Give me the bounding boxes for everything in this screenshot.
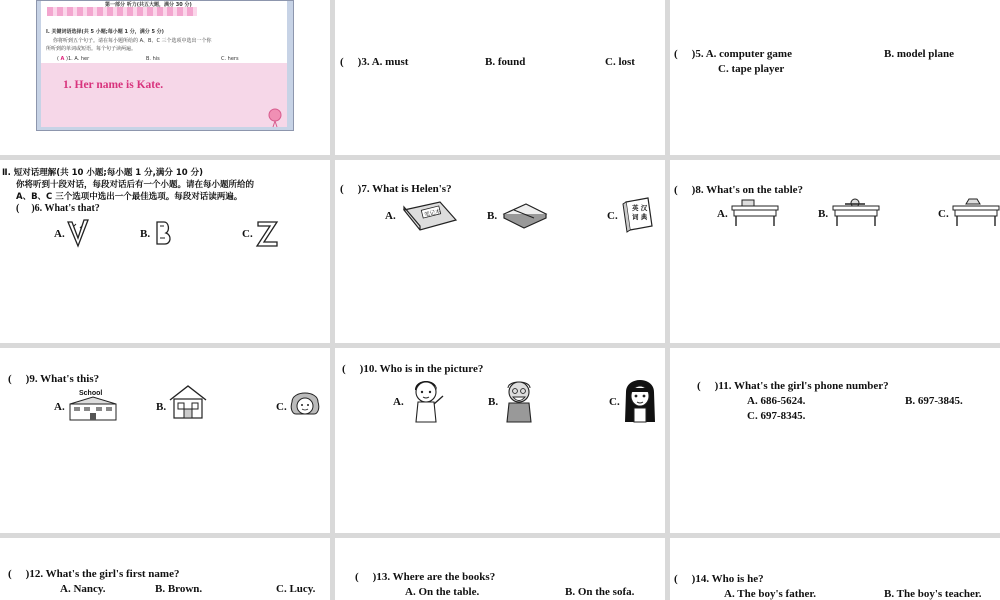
- paren-open: (: [57, 56, 59, 62]
- dictionary-label-2: 词 典: [632, 213, 648, 221]
- q11-stem: ( )11. What's the girl's phone number?: [697, 380, 889, 392]
- q6-option-a[interactable]: A.: [54, 228, 65, 240]
- answer-area: [41, 63, 287, 127]
- q1-answer: A: [60, 56, 65, 62]
- q11-option-c[interactable]: C. 697-8345.: [747, 410, 806, 422]
- q9-option-b[interactable]: B.: [156, 401, 167, 413]
- panel-q1-slide: [0, 0, 330, 155]
- q6-stem: ( )6. What's that?: [16, 203, 100, 214]
- letter-v-icon: [66, 218, 90, 248]
- notebook-icon: [400, 200, 458, 232]
- slide-thumbnail[interactable]: [36, 0, 294, 131]
- q1-option-b: B. his: [146, 56, 160, 62]
- q1-option-a: )1. A. her: [66, 56, 90, 62]
- table-with-watch-icon: [831, 198, 881, 228]
- q3-stem: [340, 56, 408, 68]
- panel-q11: [670, 348, 1000, 533]
- paren-open: (: [342, 363, 346, 375]
- girl-face-icon: [288, 388, 322, 422]
- dictionary-label-1: 英 汉: [632, 204, 648, 212]
- dictionary-icon: [620, 196, 656, 232]
- paren-open: (: [340, 183, 344, 195]
- panel-q3: [335, 0, 665, 155]
- q9-option-c[interactable]: C.: [276, 401, 287, 413]
- paren-open: (: [16, 203, 20, 214]
- eraser-icon: [500, 202, 550, 228]
- panel-q9: [0, 348, 330, 533]
- notebook-label: 笔记本: [423, 208, 442, 219]
- q5-stem: [674, 48, 792, 60]
- q7-option-b[interactable]: B.: [487, 210, 498, 222]
- paren-open: (: [355, 571, 359, 583]
- school-sign: School: [79, 390, 103, 397]
- panel-q8: [670, 160, 1000, 343]
- table-with-lamp-icon: [951, 198, 1000, 228]
- panel-q7: [335, 160, 665, 343]
- audio-speaker-icon[interactable]: [265, 107, 285, 129]
- q10-stem: ( )10. Who is in the picture?: [342, 363, 484, 375]
- q3-option-b: B. found: [485, 56, 526, 68]
- q5-option-b: B. model plane: [884, 48, 954, 60]
- section2-instr-1: 你将听到十段对话，每段对话后有一个小题。请在每小题所给的: [16, 180, 255, 190]
- part-header: 第一部分 听力(共五大题，满分 30 分): [105, 2, 192, 8]
- panel-q14: [670, 538, 1000, 600]
- section1-title: Ⅰ. 关键词语选择(共 5 小题;每小题 1 分，满分 5 分): [46, 29, 164, 35]
- letter-b-icon: [153, 218, 175, 246]
- q1-line: [57, 56, 89, 62]
- q3-option-a: )3. A. must: [357, 56, 409, 68]
- panel-q10: [335, 348, 665, 533]
- q8-stem: ( )8. What's on the table?: [674, 184, 804, 196]
- q7-stem: ( )7. What is Helen's?: [340, 183, 452, 195]
- table-with-box-icon: [730, 198, 780, 228]
- q7-option-c[interactable]: C.: [607, 210, 618, 222]
- letter-z-icon: [255, 218, 279, 248]
- q11-option-b[interactable]: B. 697-3845.: [905, 395, 963, 407]
- paren-open: (: [8, 373, 12, 385]
- paren-open: (: [340, 56, 344, 68]
- q12-option-b[interactable]: B. Brown.: [155, 583, 203, 595]
- q9-stem: ( )9. What's this?: [8, 373, 100, 385]
- panel-q13: [335, 538, 665, 600]
- q14-stem: ( )14. Who is he?: [674, 573, 764, 585]
- panel-q12: [0, 538, 330, 600]
- paren-open: (: [697, 380, 701, 392]
- answer-sentence: 1. Her name is Kate.: [63, 79, 164, 91]
- paren-open: (: [8, 568, 12, 580]
- old-man-icon: [500, 376, 540, 426]
- section1-instr-1: 你将听到五个句子。请在每小题所给的 A、B、C 三个选项中选出一个你: [53, 38, 212, 44]
- q6-option-c[interactable]: C.: [242, 228, 253, 240]
- q8-option-c[interactable]: C.: [938, 208, 949, 220]
- q14-option-b[interactable]: B. The boy's teacher.: [884, 588, 982, 600]
- q13-option-b[interactable]: B. On the sofa.: [565, 586, 635, 598]
- q5-option-a: )5. A. computer game: [691, 48, 792, 60]
- q10-option-c[interactable]: C.: [609, 396, 620, 408]
- long-hair-girl-icon: [622, 376, 658, 426]
- q10-option-a[interactable]: A.: [393, 396, 404, 408]
- q10-option-b[interactable]: B.: [488, 396, 499, 408]
- paren-open: (: [674, 184, 678, 196]
- q9-option-a[interactable]: A.: [54, 401, 65, 413]
- house-icon: [168, 384, 208, 420]
- school-building-icon: [66, 388, 120, 422]
- q7-option-a[interactable]: A.: [385, 210, 396, 222]
- boy-icon: [407, 376, 447, 426]
- header-stripe: [47, 7, 197, 16]
- section2-instr-2: A、B、C 三个选项中选出一个最佳选项。每段对话读两遍。: [16, 192, 243, 202]
- paren-open: (: [674, 573, 678, 585]
- q1-option-c: C. hers: [221, 56, 239, 62]
- q8-option-b[interactable]: B.: [818, 208, 829, 220]
- q11-option-a[interactable]: A. 686-5624.: [747, 395, 806, 407]
- q13-option-a[interactable]: A. On the table.: [405, 586, 480, 598]
- q14-option-a[interactable]: A. The boy's father.: [724, 588, 816, 600]
- slide-page: [41, 1, 287, 127]
- q12-stem: ( )12. What's the girl's first name?: [8, 568, 180, 580]
- q3-option-c: C. lost: [605, 56, 635, 68]
- q12-option-a[interactable]: A. Nancy.: [60, 583, 106, 595]
- panel-q6: [0, 160, 330, 343]
- q12-option-c[interactable]: C. Lucy.: [276, 583, 316, 595]
- q6-option-b[interactable]: B.: [140, 228, 151, 240]
- q8-option-a[interactable]: A.: [717, 208, 728, 220]
- panel-q5: [670, 0, 1000, 155]
- q5-option-c: C. tape player: [718, 63, 785, 75]
- paren-open: (: [674, 48, 678, 60]
- section1-instr-2: 所听到的单词或短语。每个句子读两遍。: [46, 46, 137, 52]
- section2-title: Ⅱ. 短对话理解(共 10 小题;每小题 1 分,满分 10 分): [2, 168, 204, 178]
- q13-stem: ( )13. Where are the books?: [355, 571, 496, 583]
